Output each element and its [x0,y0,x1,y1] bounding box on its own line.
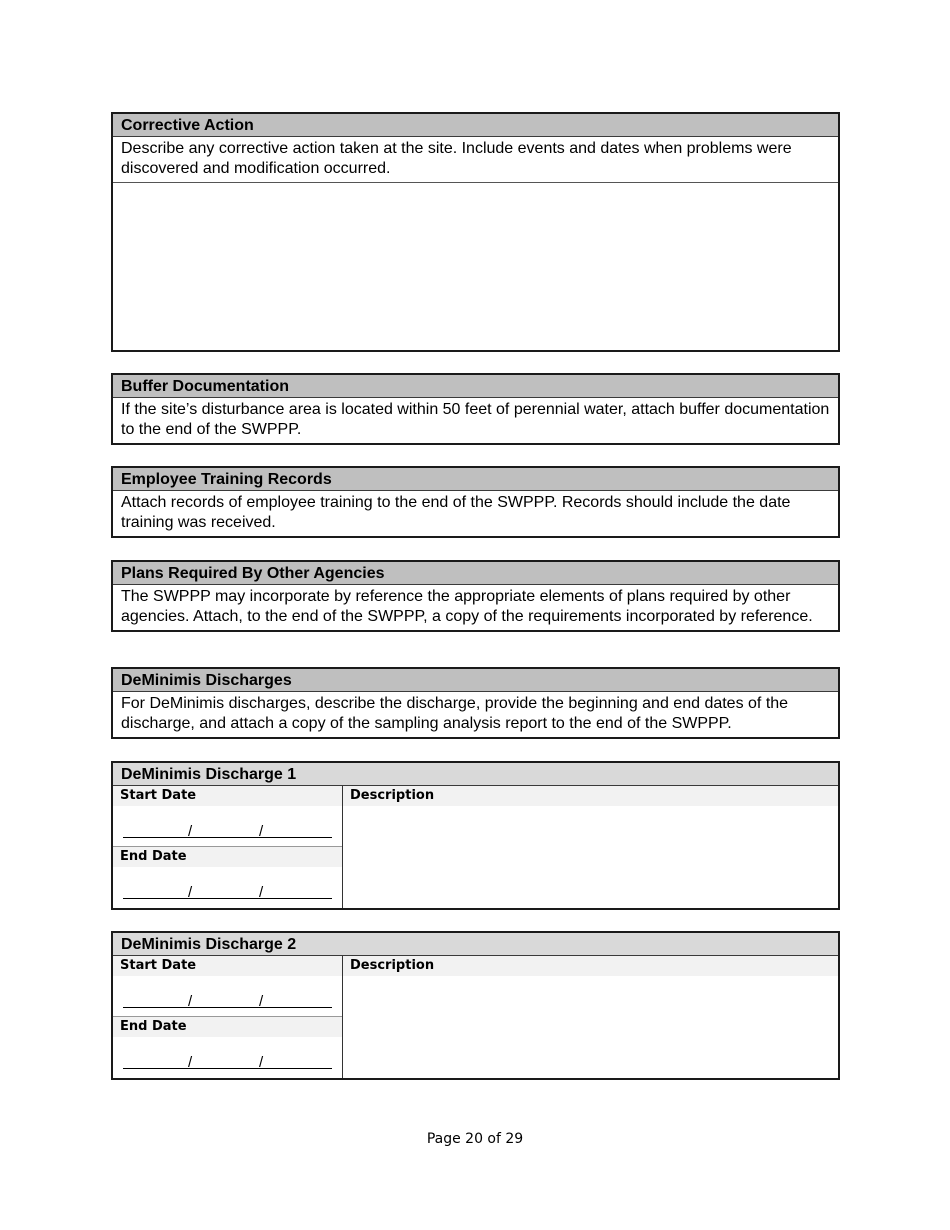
page-number: Page 20 of 29 [426,1131,524,1147]
section-title: Plans Required By Other Agencies [113,562,838,585]
section-title: Buffer Documentation [113,375,838,398]
plans-other-agencies-section [111,560,840,632]
discharge-title: DeMinimis Discharge 2 [113,933,838,956]
description-column[interactable] [343,786,838,908]
deminimis-discharges-section [111,667,840,739]
end-date-label: End Date [113,846,342,867]
dates-column [113,786,343,908]
buffer-documentation-section [111,373,840,445]
start-date-field[interactable]: / / [113,976,342,1016]
deminimis-discharge-2 [111,931,840,1080]
section-instructions: Describe any corrective action taken at the site. Include events and dates when problems were discovered and modification occurred. [121,140,792,177]
description-label: Description [343,956,838,976]
dates-column [113,956,343,1078]
description-column[interactable] [343,956,838,1078]
section-instructions: Attach records of employee training to the end of the SWPPP. Records should include the date training was received. [121,494,791,531]
end-date-field[interactable]: / / [113,1037,342,1077]
start-date-label: Start Date [113,956,342,976]
section-title: Employee Training Records [113,468,838,491]
end-date-field[interactable]: / / [113,867,342,907]
end-date-label: End Date [113,1016,342,1037]
section-instructions: If the site’s disturbance area is located within 50 feet of perennial water, attach buffer documentation to the end of the SWPPP. [121,401,830,438]
section-instructions: For DeMinimis discharges, describe the discharge, provide the beginning and end dates of the discharge, and attach a copy of the sampling analysis report to the end of the SWPPP. [121,695,789,732]
corrective-action-input-area[interactable] [113,182,838,349]
corrective-action-section [111,112,840,352]
description-label: Description [343,786,838,806]
deminimis-discharge-1 [111,761,840,910]
section-title: Corrective Action [113,114,838,137]
employee-training-section [111,466,840,538]
section-title: DeMinimis Discharges [113,669,838,692]
start-date-field[interactable]: / / [113,806,342,846]
discharge-title: DeMinimis Discharge 1 [113,763,838,786]
section-instructions: The SWPPP may incorporate by reference the appropriate elements of plans required by other agencies. Attach, to the end of the SWPPP, a copy of the requirements incorporated by reference. [121,588,813,625]
start-date-label: Start Date [113,786,342,806]
